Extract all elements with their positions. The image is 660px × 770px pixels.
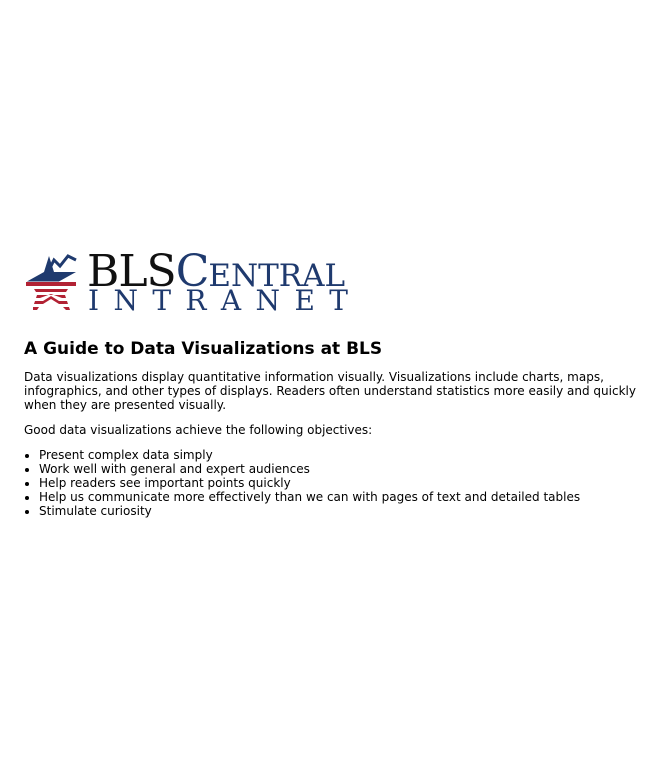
list-item: • Help us communicate more effectively than we can with pages of text and detailed tables: [39, 490, 644, 504]
page-title: A Guide to Data Visualizations at BLS: [24, 339, 383, 359]
objectives-lead: Good data visualizations achieve the following objectives:: [24, 423, 373, 437]
list-item: • Stimulate curiosity: [39, 504, 644, 518]
bls-central-intranet-logo[interactable]: [24, 246, 363, 318]
page-content: [24, 246, 644, 518]
logo-text-intranet: INTRANET: [88, 284, 363, 317]
list-item: • Help readers see important points quickly: [39, 476, 644, 490]
flag-star-icon: [24, 250, 80, 314]
intro-paragraph: Data visualizations display quantitative information visually. Visualizations include charts, maps, infographics, and other types of displays. Readers often understand statistics more easily and quickly when they are presented visually.: [24, 370, 636, 412]
objectives-list: [24, 448, 644, 518]
logo-text-bls: BLS: [87, 246, 176, 297]
logo-text-c: C: [175, 246, 209, 297]
list-item: • Work well with general and expert audiences: [39, 462, 644, 476]
logo-text-entral: ENTRAL: [208, 258, 346, 294]
list-item: • Present complex data simply: [39, 448, 644, 462]
